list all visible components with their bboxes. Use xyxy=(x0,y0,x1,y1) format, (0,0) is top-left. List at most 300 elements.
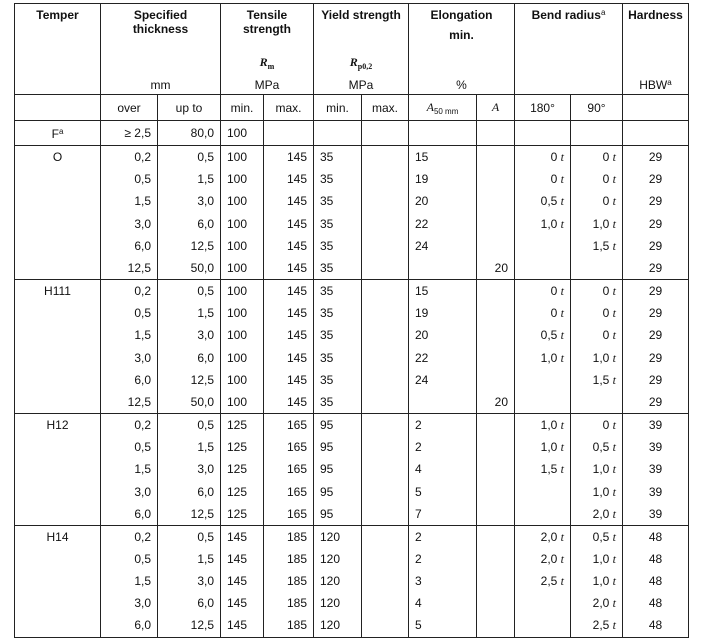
cell-yield-max xyxy=(362,347,409,369)
cell-over: 0,5 xyxy=(101,436,158,458)
cell-hardness: 39 xyxy=(623,481,689,503)
cell-bend-180 xyxy=(515,257,571,280)
tensile-sym-sub: m xyxy=(267,62,275,71)
cell-over: 0,2 xyxy=(101,280,158,303)
cell-tensile-min: 100 xyxy=(221,347,264,369)
temper-label: O xyxy=(52,150,63,165)
thickness-symbol: t xyxy=(560,194,564,209)
cell-elong-a: 20 xyxy=(477,257,515,280)
cell-bend-90: 1,0 t xyxy=(571,458,623,480)
cell-bend-90: 0 t xyxy=(571,168,623,190)
cell-temper xyxy=(15,391,101,414)
cell-bend-180: 2,0 t xyxy=(515,548,571,570)
table-row xyxy=(15,213,689,235)
cell-tensile-max: 145 xyxy=(264,257,314,280)
cell-over: 3,0 xyxy=(101,347,158,369)
table-row xyxy=(15,548,689,570)
cell-temper xyxy=(15,369,101,391)
cell-temper xyxy=(15,414,101,437)
thickness-symbol: t xyxy=(612,529,616,544)
cell-over: 1,5 xyxy=(101,570,158,592)
cell-elong-a xyxy=(477,614,515,637)
cell-bend-180: 0 t xyxy=(515,168,571,190)
header-elongation-unit: % xyxy=(456,78,467,92)
cell-hardness: 29 xyxy=(623,168,689,190)
yield-sym-base: R xyxy=(349,55,358,69)
cell-tensile-min: 100 xyxy=(221,190,264,212)
cell-yield-max xyxy=(362,548,409,570)
cell-elong-a xyxy=(477,525,515,548)
thickness-symbol: t xyxy=(560,172,564,187)
cell-over: 1,5 xyxy=(101,190,158,212)
cell-up-to: 6,0 xyxy=(158,592,221,614)
sub-tensile-max: max. xyxy=(264,95,314,121)
cell-tensile-max: 185 xyxy=(264,570,314,592)
cell-elong-a xyxy=(477,548,515,570)
cell-yield-max xyxy=(362,391,409,414)
cell-up-to: 12,5 xyxy=(158,235,221,257)
header-tensile-unit: MPa xyxy=(254,78,280,92)
cell-hardness: 39 xyxy=(623,436,689,458)
thickness-symbol: t xyxy=(560,574,564,589)
cell-elong-a: 20 xyxy=(477,391,515,414)
cell-hardness: 48 xyxy=(623,592,689,614)
mechanical-properties-table xyxy=(14,3,689,638)
thickness-symbol: t xyxy=(612,484,616,499)
cell-elong-a xyxy=(477,347,515,369)
cell-tensile-max xyxy=(264,121,314,146)
cell-tensile-max: 145 xyxy=(264,213,314,235)
cell-over: 0,2 xyxy=(101,414,158,437)
cell-tensile-max: 165 xyxy=(264,503,314,526)
cell-over: 6,0 xyxy=(101,235,158,257)
cell-temper xyxy=(15,190,101,212)
temper-label: H12 xyxy=(46,418,69,433)
table-row xyxy=(15,347,689,369)
header-hardness-unit xyxy=(623,78,688,92)
header-bend-note: a xyxy=(600,8,606,17)
table-row xyxy=(15,302,689,324)
cell-up-to: 0,5 xyxy=(158,146,221,169)
cell-bend-90: 1,5 t xyxy=(571,369,623,391)
cell-hardness: 48 xyxy=(623,570,689,592)
temper-label: H14 xyxy=(46,529,69,544)
cell-temper xyxy=(15,302,101,324)
cell-tensile-min: 100 xyxy=(221,168,264,190)
cell-up-to: 1,5 xyxy=(158,436,221,458)
cell-yield-min: 35 xyxy=(314,369,362,391)
cell-temper xyxy=(15,548,101,570)
header-hardness xyxy=(623,4,689,95)
cell-tensile-min: 100 xyxy=(221,280,264,303)
cell-temper xyxy=(15,503,101,526)
cell-elong-a xyxy=(477,324,515,346)
header-yield-strength xyxy=(314,4,409,95)
cell-tensile-min: 100 xyxy=(221,235,264,257)
header-temper-text: Temper xyxy=(36,8,79,22)
table-row xyxy=(15,414,689,437)
cell-tensile-min: 100 xyxy=(221,391,264,414)
cell-bend-180: 0 t xyxy=(515,280,571,303)
cell-tensile-min: 100 xyxy=(221,302,264,324)
header-thickness-title xyxy=(101,4,220,36)
cell-yield-min: 35 xyxy=(314,302,362,324)
cell-temper xyxy=(15,213,101,235)
cell-up-to: 1,5 xyxy=(158,548,221,570)
cell-over: 0,5 xyxy=(101,302,158,324)
cell-elong-a xyxy=(477,592,515,614)
cell-yield-min: 120 xyxy=(314,570,362,592)
cell-up-to: 6,0 xyxy=(158,213,221,235)
cell-yield-min: 95 xyxy=(314,414,362,437)
hardness-unit-text: HBW xyxy=(639,78,668,92)
header-elongation-min: min. xyxy=(449,28,474,42)
cell-yield-max xyxy=(362,146,409,169)
thickness-symbol: t xyxy=(560,551,564,566)
thickness-symbol: t xyxy=(612,372,616,387)
cell-yield-min: 35 xyxy=(314,213,362,235)
cell-up-to: 6,0 xyxy=(158,347,221,369)
cell-tensile-min: 125 xyxy=(221,458,264,480)
sub-up-to: up to xyxy=(158,95,221,121)
header-hardness-title: Hardness xyxy=(628,8,683,22)
sub-a50-sub: 50 mm xyxy=(433,106,459,116)
cell-bend-180 xyxy=(515,614,571,637)
cell-hardness: 29 xyxy=(623,347,689,369)
cell-over: 1,5 xyxy=(101,324,158,346)
cell-yield-max xyxy=(362,414,409,437)
thickness-symbol: t xyxy=(560,440,564,455)
table-row xyxy=(15,280,689,303)
header-thickness-unit: mm xyxy=(150,78,171,92)
cell-tensile-max: 165 xyxy=(264,481,314,503)
cell-yield-max xyxy=(362,257,409,280)
cell-yield-min: 35 xyxy=(314,391,362,414)
table-row xyxy=(15,525,689,548)
header-elongation xyxy=(409,4,515,95)
cell-yield-max xyxy=(362,213,409,235)
cell-yield-min: 120 xyxy=(314,592,362,614)
cell-up-to: 1,5 xyxy=(158,302,221,324)
cell-hardness: 39 xyxy=(623,458,689,480)
thickness-symbol: t xyxy=(560,216,564,231)
table-row xyxy=(15,614,689,637)
cell-bend-90: 1,0 t xyxy=(571,570,623,592)
cell-elong-a xyxy=(477,570,515,592)
thickness-symbol: t xyxy=(560,462,564,477)
cell-hardness: 29 xyxy=(623,391,689,414)
cell-yield-min: 35 xyxy=(314,280,362,303)
cell-tensile-max: 145 xyxy=(264,235,314,257)
cell-tensile-min: 125 xyxy=(221,436,264,458)
cell-elong-a xyxy=(477,280,515,303)
cell-bend-180: 2,0 t xyxy=(515,525,571,548)
cell-elong-a50 xyxy=(409,121,477,146)
table-row xyxy=(15,146,689,169)
cell-bend-90: 0 t xyxy=(571,146,623,169)
temper-label: F xyxy=(51,127,59,141)
table-row xyxy=(15,235,689,257)
cell-bend-180: 1,0 t xyxy=(515,436,571,458)
cell-tensile-max: 185 xyxy=(264,592,314,614)
cell-yield-max xyxy=(362,458,409,480)
cell-yield-max xyxy=(362,235,409,257)
cell-up-to: 0,5 xyxy=(158,414,221,437)
cell-bend-90: 2,0 t xyxy=(571,592,623,614)
cell-yield-min: 95 xyxy=(314,503,362,526)
cell-tensile-max: 145 xyxy=(264,391,314,414)
cell-elong-a50: 2 xyxy=(409,548,477,570)
cell-tensile-max: 165 xyxy=(264,436,314,458)
cell-over: 6,0 xyxy=(101,614,158,637)
cell-temper xyxy=(15,235,101,257)
cell-tensile-max: 185 xyxy=(264,525,314,548)
cell-over: ≥ 2,5 xyxy=(101,121,158,146)
cell-tensile-min: 100 xyxy=(221,213,264,235)
cell-bend-180: 1,0 t xyxy=(515,213,571,235)
cell-hardness: 29 xyxy=(623,324,689,346)
cell-bend-90: 1,0 t xyxy=(571,481,623,503)
cell-elong-a xyxy=(477,414,515,437)
cell-temper xyxy=(15,257,101,280)
cell-over: 12,5 xyxy=(101,391,158,414)
cell-yield-max xyxy=(362,592,409,614)
cell-tensile-min: 100 xyxy=(221,257,264,280)
sub-a50-base: A xyxy=(426,99,434,114)
cell-yield-min: 120 xyxy=(314,614,362,637)
cell-elong-a50: 2 xyxy=(409,525,477,548)
table-row xyxy=(15,190,689,212)
cell-elong-a50: 15 xyxy=(409,280,477,303)
cell-temper xyxy=(15,168,101,190)
yield-sym-sub: p0,2 xyxy=(357,62,373,71)
thickness-symbol: t xyxy=(612,284,616,299)
table-row xyxy=(15,592,689,614)
cell-yield-min: 95 xyxy=(314,458,362,480)
cell-up-to: 3,0 xyxy=(158,324,221,346)
thickness-symbol: t xyxy=(612,350,616,365)
header-yield-title: Yield strength xyxy=(321,8,401,22)
cell-tensile-min: 100 xyxy=(221,324,264,346)
cell-elong-a xyxy=(477,503,515,526)
cell-up-to: 0,5 xyxy=(158,525,221,548)
cell-yield-min: 35 xyxy=(314,257,362,280)
cell-yield-min: 35 xyxy=(314,168,362,190)
cell-elong-a xyxy=(477,481,515,503)
thickness-symbol: t xyxy=(612,194,616,209)
cell-yield-min xyxy=(314,121,362,146)
cell-tensile-max: 145 xyxy=(264,280,314,303)
cell-tensile-min: 145 xyxy=(221,548,264,570)
table-row xyxy=(15,369,689,391)
header-specified-thickness xyxy=(101,4,221,95)
table-row xyxy=(15,503,689,526)
cell-yield-max xyxy=(362,302,409,324)
cell-up-to: 3,0 xyxy=(158,190,221,212)
cell-yield-max xyxy=(362,436,409,458)
cell-hardness: 29 xyxy=(623,146,689,169)
sub-yield-max: max. xyxy=(362,95,409,121)
cell-up-to: 50,0 xyxy=(158,391,221,414)
cell-elong-a50: 15 xyxy=(409,146,477,169)
table-body xyxy=(15,121,689,638)
cell-over: 12,5 xyxy=(101,257,158,280)
cell-yield-max xyxy=(362,280,409,303)
cell-hardness: 48 xyxy=(623,548,689,570)
cell-yield-max xyxy=(362,324,409,346)
cell-bend-90: 1,0 t xyxy=(571,347,623,369)
cell-yield-min: 95 xyxy=(314,481,362,503)
cell-over: 0,2 xyxy=(101,146,158,169)
cell-temper xyxy=(15,280,101,303)
cell-bend-90: 0 t xyxy=(571,302,623,324)
cell-yield-max xyxy=(362,614,409,637)
cell-bend-90: 2,0 t xyxy=(571,503,623,526)
cell-elong-a50: 4 xyxy=(409,458,477,480)
cell-yield-min: 120 xyxy=(314,548,362,570)
cell-bend-90: 1,0 t xyxy=(571,213,623,235)
cell-tensile-max: 185 xyxy=(264,614,314,637)
cell-elong-a xyxy=(477,302,515,324)
cell-yield-min: 95 xyxy=(314,436,362,458)
header-tensile-line1: Tensile xyxy=(246,8,288,22)
thickness-symbol: t xyxy=(560,418,564,433)
cell-tensile-max: 145 xyxy=(264,347,314,369)
thickness-symbol: t xyxy=(612,172,616,187)
cell-bend-180 xyxy=(515,121,571,146)
cell-bend-90: 0 t xyxy=(571,414,623,437)
header-temper xyxy=(15,4,101,95)
cell-yield-min: 35 xyxy=(314,235,362,257)
thickness-symbol: t xyxy=(612,150,616,165)
cell-tensile-max: 165 xyxy=(264,458,314,480)
cell-elong-a50: 3 xyxy=(409,570,477,592)
cell-elong-a50 xyxy=(409,257,477,280)
cell-yield-max xyxy=(362,168,409,190)
cell-yield-max xyxy=(362,190,409,212)
cell-tensile-min: 145 xyxy=(221,614,264,637)
cell-elong-a50: 24 xyxy=(409,235,477,257)
cell-bend-90: 0 t xyxy=(571,280,623,303)
cell-up-to: 12,5 xyxy=(158,614,221,637)
cell-tensile-max: 145 xyxy=(264,302,314,324)
cell-temper xyxy=(15,146,101,169)
cell-yield-max xyxy=(362,121,409,146)
cell-over: 3,0 xyxy=(101,481,158,503)
cell-elong-a50: 19 xyxy=(409,168,477,190)
cell-bend-180 xyxy=(515,391,571,414)
cell-elong-a50: 20 xyxy=(409,324,477,346)
sub-yield-min: min. xyxy=(314,95,362,121)
cell-yield-min: 35 xyxy=(314,146,362,169)
thickness-symbol: t xyxy=(612,238,616,253)
header-bend-title xyxy=(515,4,622,22)
cell-over: 3,0 xyxy=(101,213,158,235)
thickness-symbol: t xyxy=(560,306,564,321)
cell-elong-a50: 2 xyxy=(409,414,477,437)
cell-bend-90 xyxy=(571,257,623,280)
sub-a: A xyxy=(477,95,515,121)
header-tensile-strength xyxy=(221,4,314,95)
cell-yield-min: 120 xyxy=(314,525,362,548)
cell-bend-90: 2,5 t xyxy=(571,614,623,637)
cell-tensile-max: 145 xyxy=(264,324,314,346)
cell-bend-180 xyxy=(515,503,571,526)
thickness-symbol: t xyxy=(560,350,564,365)
cell-elong-a xyxy=(477,213,515,235)
cell-elong-a xyxy=(477,369,515,391)
cell-bend-90: 0 t xyxy=(571,324,623,346)
cell-bend-90 xyxy=(571,121,623,146)
cell-elong-a50: 22 xyxy=(409,213,477,235)
cell-bend-180: 1,0 t xyxy=(515,414,571,437)
header-yield-symbol xyxy=(314,55,408,71)
cell-bend-90: 0,5 t xyxy=(571,525,623,548)
table-row xyxy=(15,458,689,480)
cell-temper xyxy=(15,121,101,146)
cell-hardness xyxy=(623,121,689,146)
cell-elong-a xyxy=(477,436,515,458)
cell-bend-180: 2,5 t xyxy=(515,570,571,592)
table-row xyxy=(15,168,689,190)
table-row xyxy=(15,391,689,414)
cell-bend-180: 0,5 t xyxy=(515,324,571,346)
thickness-symbol: t xyxy=(560,150,564,165)
cell-tensile-max: 145 xyxy=(264,190,314,212)
cell-tensile-min: 100 xyxy=(221,369,264,391)
cell-tensile-max: 145 xyxy=(264,146,314,169)
cell-up-to: 50,0 xyxy=(158,257,221,280)
thickness-symbol: t xyxy=(612,574,616,589)
tensile-sym-base: R xyxy=(259,55,268,69)
cell-elong-a xyxy=(477,458,515,480)
cell-bend-180: 0 t xyxy=(515,302,571,324)
cell-hardness: 39 xyxy=(623,414,689,437)
temper-note: a xyxy=(58,127,64,136)
cell-hardness: 29 xyxy=(623,280,689,303)
cell-yield-min: 35 xyxy=(314,324,362,346)
cell-yield-max xyxy=(362,369,409,391)
thickness-symbol: t xyxy=(560,284,564,299)
cell-bend-90: 1,5 t xyxy=(571,235,623,257)
cell-hardness: 29 xyxy=(623,190,689,212)
cell-tensile-min: 145 xyxy=(221,525,264,548)
cell-temper xyxy=(15,525,101,548)
cell-elong-a50: 5 xyxy=(409,614,477,637)
cell-hardness: 29 xyxy=(623,257,689,280)
cell-tensile-max: 165 xyxy=(264,414,314,437)
table-row xyxy=(15,481,689,503)
cell-bend-180: 0 t xyxy=(515,146,571,169)
cell-bend-90: 1,0 t xyxy=(571,548,623,570)
cell-tensile-min: 100 xyxy=(221,121,264,146)
cell-yield-max xyxy=(362,481,409,503)
cell-hardness: 39 xyxy=(623,503,689,526)
hardness-unit-note: a xyxy=(667,78,672,87)
cell-yield-max xyxy=(362,570,409,592)
header-row-titles xyxy=(15,4,689,95)
cell-over: 0,2 xyxy=(101,525,158,548)
cell-elong-a50: 5 xyxy=(409,481,477,503)
cell-yield-min: 35 xyxy=(314,190,362,212)
cell-over: 6,0 xyxy=(101,369,158,391)
thickness-symbol: t xyxy=(612,618,616,633)
cell-bend-180 xyxy=(515,592,571,614)
cell-tensile-min: 125 xyxy=(221,414,264,437)
cell-bend-180: 1,5 t xyxy=(515,458,571,480)
cell-elong-a xyxy=(477,121,515,146)
cell-hardness: 29 xyxy=(623,369,689,391)
